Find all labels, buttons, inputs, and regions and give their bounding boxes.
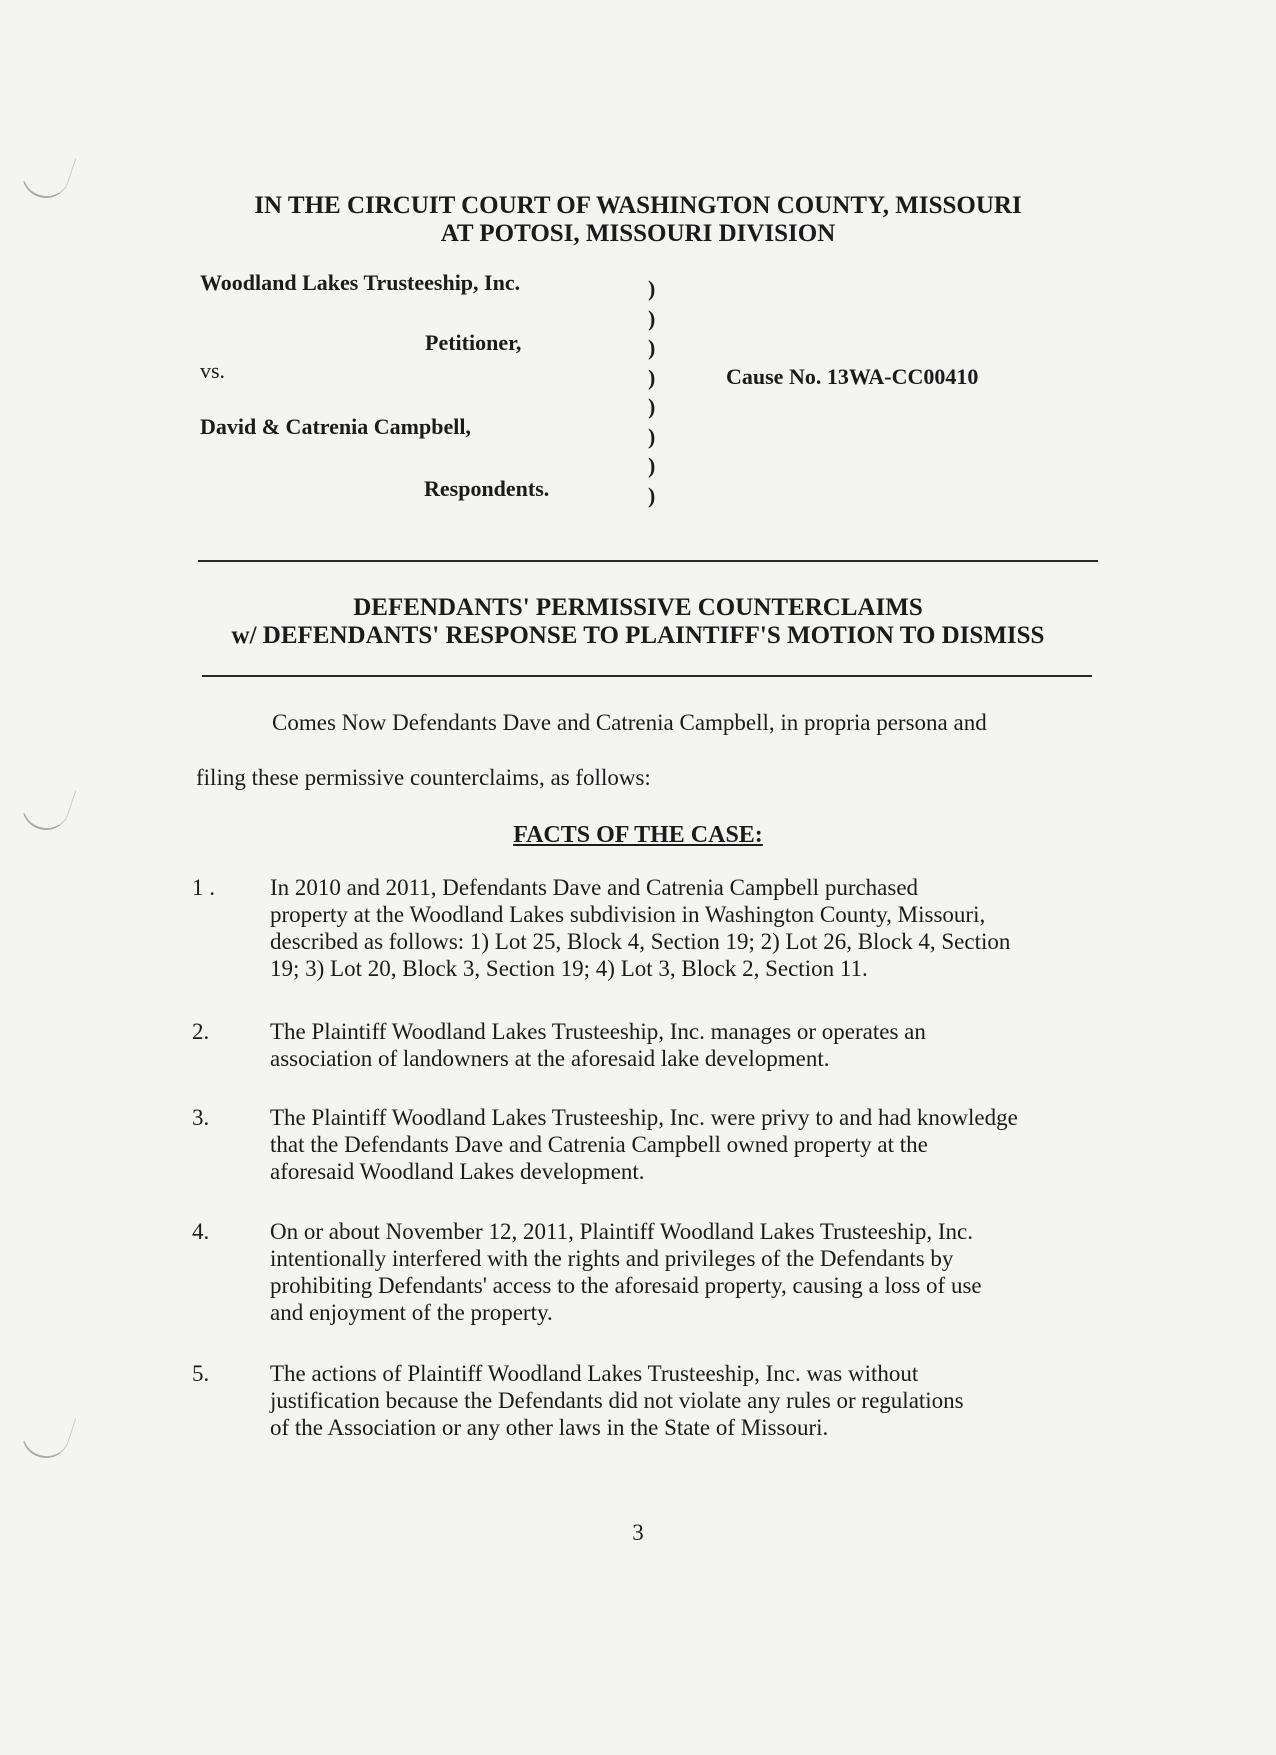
title-rule-top — [198, 560, 1098, 562]
paren: ) — [648, 305, 656, 331]
versus-label: vs. — [200, 358, 226, 383]
facts-heading: FACTS OF THE CASE: — [513, 822, 763, 848]
defendants-role: Respondents. — [424, 476, 550, 501]
fact-number: 3. — [192, 1105, 210, 1130]
title-rule-bottom — [202, 675, 1092, 677]
fact-number: 2. — [192, 1019, 210, 1044]
fact-item — [192, 1018, 1092, 1072]
fact-item — [192, 1104, 1092, 1185]
paren: ) — [648, 276, 656, 301]
fact-item — [192, 874, 1092, 982]
paren: ) — [648, 394, 656, 419]
court-name-line2: AT POTOSI, MISSOURI DIVISION — [440, 220, 836, 247]
document-title-line2: w/ DEFENDANTS' RESPONSE TO PLAINTIFF'S MOTION TO DISMISS — [231, 622, 1045, 649]
paren: ) — [648, 423, 656, 449]
fact-text: The actions of Plaintiff Woodland Lakes Trusteeship, Inc. was without justification because the Defendants did not violate any rules or regulations of the Association or any other laws in the State of Missouri. — [270, 1361, 964, 1440]
fact-item — [192, 1360, 1092, 1441]
fact-number: 4. — [192, 1219, 210, 1244]
cause-number: Cause No. 13WA-CC00410 — [726, 364, 979, 389]
fact-number: 1 . — [192, 875, 215, 900]
paren: ) — [648, 453, 656, 478]
fact-text: The Plaintiff Woodland Lakes Trusteeship, Inc. manages or operates an association of landowners at the aforesaid lake development. — [270, 1019, 926, 1071]
fact-text: In 2010 and 2011, Defendants Dave and Catrenia Campbell purchased property at the Woodland Lakes subdivision in Washington County, Missouri, described as follows: 1) Lot 25, Block 4, Section 19; 2) Lot 26, Block 4, Section 19; 3) Lot 20, Block 3, Section 19; 4) Lot 3, Block 2, Section 11. — [270, 875, 1011, 981]
fact-number: 5. — [192, 1361, 210, 1386]
document-title-line1: DEFENDANTS' PERMISSIVE COUNTERCLAIMS — [353, 594, 923, 621]
caption-parentheses — [648, 274, 655, 510]
defendants-name: David & Catrenia Campbell, — [200, 414, 471, 439]
paren: ) — [648, 482, 656, 508]
paren: ) — [648, 335, 656, 360]
fact-text: The Plaintiff Woodland Lakes Trusteeship, Inc. were privy to and had knowledge that the Defendants Dave and Catrenia Campbell owned property at the aforesaid Woodland Lakes development. — [270, 1105, 1018, 1184]
plaintiff-name: Woodland Lakes Trusteeship, Inc. — [200, 270, 521, 295]
hole-punch-mark — [16, 1404, 76, 1464]
paren: ) — [648, 364, 656, 390]
page-number: 3 — [632, 1520, 644, 1545]
intro-line2: filing these permissive counterclaims, as follows: — [196, 765, 651, 790]
plaintiff-role: Petitioner, — [425, 330, 522, 355]
intro-line1: Comes Now Defendants Dave and Catrenia Campbell, in propria persona and — [272, 710, 987, 735]
court-name-line1: IN THE CIRCUIT COURT OF WASHINGTON COUNTY, MISSOURI — [254, 192, 1022, 219]
fact-item — [192, 1218, 1092, 1326]
fact-text: On or about November 12, 2011, Plaintiff Woodland Lakes Trusteeship, Inc. intentionally interfered with the rights and privileges of the Defendants by prohibiting Defendants' access to the aforesaid property, causing a loss of use and enjoyment of the property. — [270, 1219, 982, 1325]
